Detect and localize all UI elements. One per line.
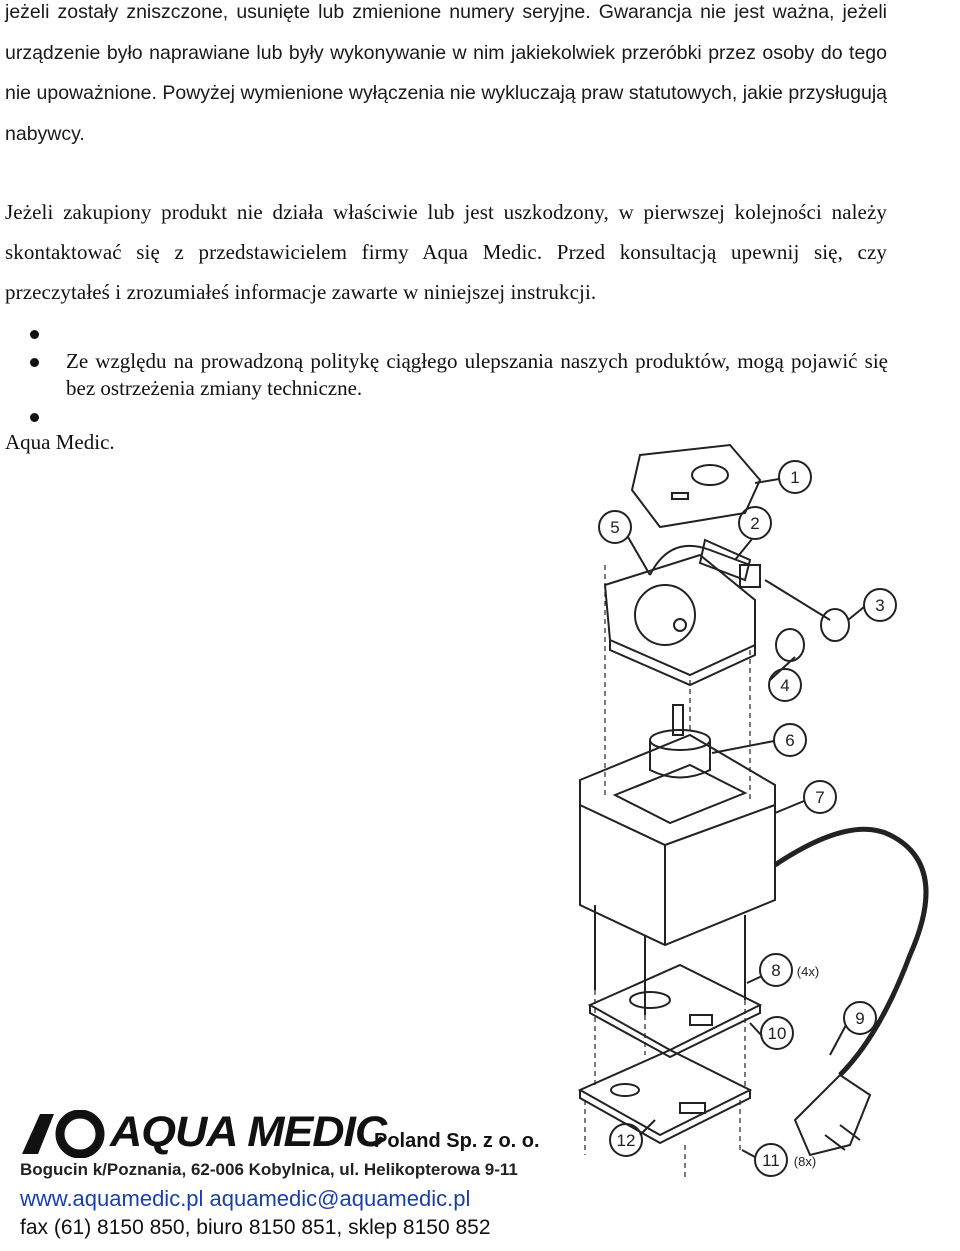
part-label: 6 <box>785 731 795 750</box>
logo-wordmark: AQUA MEDIC <box>110 1108 387 1156</box>
company-phones: fax (61) 8150 850, biuro 8150 851, sklep 8150 852 <box>20 1216 491 1239</box>
company-name: Poland Sp. z o. o. <box>374 1130 540 1152</box>
exploded-diagram <box>540 435 960 1205</box>
company-footer <box>18 1108 548 1248</box>
part-label: 3 <box>875 596 885 615</box>
bullet-marker <box>30 330 39 339</box>
part-label: 8 <box>771 961 781 980</box>
part-label: 12 <box>616 1131 636 1150</box>
connector-nut <box>821 609 849 641</box>
bullet-marker <box>30 358 39 367</box>
part-label: 1 <box>790 468 800 487</box>
connector-nut <box>776 629 804 661</box>
part-label: 7 <box>815 788 825 807</box>
part-label: 11 <box>762 1151 780 1170</box>
list-item: Ze względu na prowadzoną politykę ciągłego ulepszania naszych produktów, mogą pojawić się bez ostrzeżenia zmiany techniczne. <box>66 349 888 400</box>
company-address: Bogucin k/Poznania, 62-006 Kobylnica, ul. Helikopterowa 9-11 <box>20 1160 518 1179</box>
part-label: 10 <box>767 1024 787 1043</box>
aquamedic-logo-icon <box>18 1110 108 1158</box>
part-label: 9 <box>855 1009 865 1028</box>
signature: Aqua Medic. <box>5 430 115 454</box>
part-label: 2 <box>750 514 760 533</box>
part-label: 4 <box>780 676 790 695</box>
part-label: (4x) <box>796 964 820 979</box>
company-web-email[interactable]: www.aquamedic.pl aquamedic@aquamedic.pl <box>20 1186 471 1211</box>
contact-paragraph: Jeżeli zakupiony produkt nie działa właściwie lub jest uszkodzony, w pierwszej kolejności należy skontaktować się z przedstawicielem firmy Aqua Medic. Przed konsultacją upewnij się, czy przeczytałeś i zrozumiałeś informacje zawarte w niniejszej instrukcji. <box>5 200 887 304</box>
part-label: (8x) <box>793 1154 817 1169</box>
bullet-marker <box>30 413 39 422</box>
warranty-paragraph: jeżeli zostały zniszczone, usunięte lub zmienione numery seryjne. Gwarancja nie jest ważna, jeżeli urządzenie było naprawiane lub były wykonywanie w nim jakiekolwiek przeróbki przez osoby do tego nie upoważnione. Powyżej wymienione wyłączenia nie wykluczają praw statutowych, jakie przysługują nabywcy. <box>5 1 887 145</box>
part-label: 5 <box>610 518 620 537</box>
